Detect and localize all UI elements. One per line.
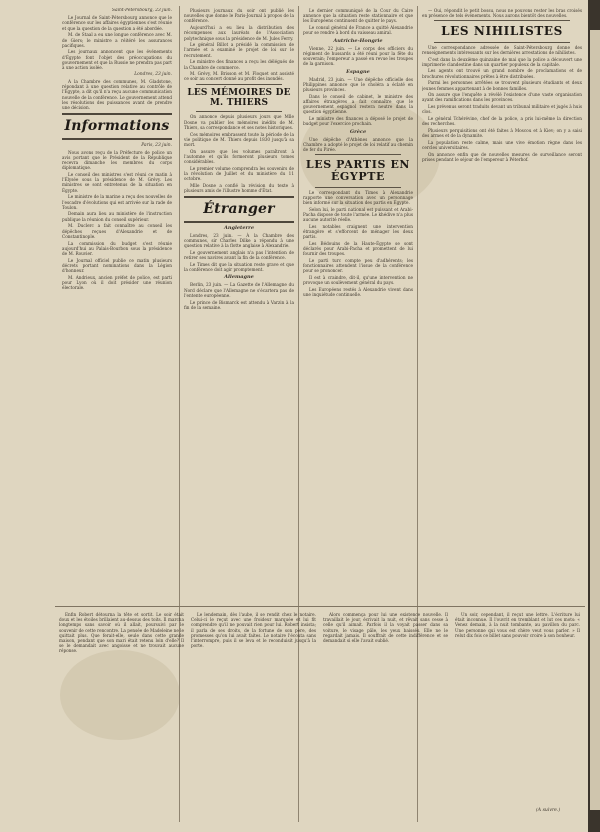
feuilleton [55,612,585,820]
paragraph: Le Times dit que la situation reste grave et que la conférence doit agir promptement. [184,261,294,273]
paragraph: C'est dans la deuxième quinzaine de mai que la police a découvert une imprimerie clandestine dans un quartier populeux de la capitale. [422,56,582,67]
feuilleton-column [323,612,448,820]
paragraph: On assure que l'enquête a révélé l'existence d'une vaste organisation ayant des ramifications dans les provinces. [422,92,582,103]
paragraph: Les Européens restés à Alexandrie vivent dans une inquiétude continuelle. [303,287,413,298]
paragraph: Le correspondant du Times à Alexandrie rapporte une conversation avec un personnage bien informé sur la situation des partis en Égypte. [303,189,413,205]
section-rule [196,111,282,112]
paragraph: M. Duclerc a fait connaître au conseil les dépêches reçues d'Alexandrie et de Constantinople. [62,223,172,239]
paragraph: Le conseil des ministres s'est réuni ce matin à l'Élysée sous la présidence de M. Grévy. Les ministres se sont entretenus de la situation en Égypte. [62,172,172,193]
paragraph: Demain aura lieu au ministère de l'instruction publique la réunion du conseil supérieur. [62,211,172,222]
paragraph: Enfin Robert détourna la tête et sortit. Le soir était doux et les étoiles brillaient au-dessus des toits. Il marcha longtemps sans savoir où il allait, poursuivi par le souvenir de cette rencontre. La pensée de Madeleine ne le quittait plus. Que ferait-elle, seule dans cette grande maison, pendant que son mari était retenu loin d'elle? Il se le demandait avec angoisse et ne trouvait aucune réponse. [59,612,184,654]
paragraph: Le ministre des finances a reçu les délégués de la Chambre de commerce. [184,59,294,70]
paragraph: Plusieurs journaux du soir ont publié les nouvelles que donne le Paris-Journal à propos de la conférence. [184,8,294,24]
paragraph: M. de Staal a eu une longue conférence avec M. de Giers; le ministre a réitéré les assurances pacifiques. [62,32,172,48]
paragraph: Plusieurs perquisitions ont été faites à Moscou et à Kiev; on y a saisi des armes et de la dynamite. [422,127,582,139]
paragraph: Le prince de Bismarck est attendu à Varzin à la fin de la semaine. [184,299,294,310]
paragraph: On annonce enfin que de nouvelles mesures de surveillance seront prises pendant le séjour de l'empereur à Péterhof. [422,151,582,162]
paragraph: Les Bédouins de la Haute-Égypte se sont déclarés pour Arabi-Pacha et promettent de lui fournir des troupes. [303,240,413,257]
section-heading-memoires-thiers: LES MÉMOIRES DE M. THIERS [187,87,291,108]
paragraph: Une correspondance adressée de Saint-Pétersbourg donne des renseignements intéressants sur les dernières arrestations de nihilistes. [422,44,582,55]
paragraph: Un soir, cependant, il reçut une lettre. L'écriture lui était inconnue. Il l'ouvrit en tremblant et lut ces mots: « Venez demain, à la nuit tombante, au pavillon du parc. Une personne qui vous est chère veut vous parler. » Il relut dix fois ce billet sans pouvoir croire à son bonheur. [455,612,580,638]
dateline: Paris, 23 juin. [141,142,172,148]
country-heading: Espagne [346,68,370,75]
section-rule [315,187,401,188]
paragraph: La population reste calme, mais une vive émotion règne dans les cercles universitaires. [422,139,582,151]
paragraph: Le lendemain, dès l'aube, il se rendit chez le notaire. Celui-ci le reçut avec une froideur marquée et lui fit comprendre qu'il ne pouvait rien pour lui. Robert insista; il parla de ses droits, de la fortune de son père, des promesses qu'on lui avait faites. Le notaire l'écouta sans l'interrompre, puis il se leva et le reconduisit jusqu'à la porte. [191,612,316,649]
paragraph: Une dépêche d'Athènes annonce que la Chambre a adopté le projet de loi relatif au chemin de fer du Pirée. [303,136,413,153]
paragraph: Le général Billot a présidé la commission de l'armée et a examiné le projet de loi sur le recrutement. [184,42,294,58]
paragraph: On annonce depuis plusieurs jours que Mlle Dosne va publier les mémoires inédits de M. Thiers, sa correspondance et ses notes historiques. [184,114,294,130]
country-heading: Angleterre [223,224,255,231]
paragraph: Vienne, 22 juin. — Le corps des officiers du régiment de hussards a été réuni pour la fête du souverain; l'empereur a passé en revue les troupes de la garnison. [303,45,413,67]
paragraph: Le consul général de France a quitté Alexandrie pour se rendre à bord du vaisseau amiral. [303,25,413,36]
country-heading: Grèce [349,128,367,135]
section-rule [184,221,294,223]
feuilleton-column [59,612,184,820]
paragraph: Les notables craignent une intervention étrangère et s'efforcent de ménager les deux partis. [303,223,413,240]
feuilleton-column [191,612,316,820]
paragraph: M. Grévy, M. Brisson et M. Floquet ont assisté ce soir au concert donné au profit des inondés. [184,71,294,82]
paragraph: — Oui, répondit le petit bossu, nous ne pouvons rester les bras croisés en présence de tels événements. Nous aurons bientôt des nouvelles. [422,8,582,19]
section-rule [434,42,570,43]
section-rule [434,20,570,21]
next-page-edge [590,30,600,810]
section-heading-nihilistes: LES NIHILISTES [441,24,563,39]
paragraph: Berlin, 23 juin. — La Gazette de l'Allemagne du Nord déclare que l'Allemagne ne s'écartera pas de l'entente européenne. [184,282,294,298]
paragraph: Les agents ont trouvé un grand nombre de proclamations et de brochures révolutionnaires prêtes à être distribuées. [422,68,582,79]
paragraph: Ces mémoires embrassent toute la période de la vie politique de M. Thiers depuis 1830 jusqu'à sa mort. [184,131,294,147]
paragraph: Le Journal de Saint-Pétersbourg annonce que le conférence sur les affaires égyptiennes s'est réunie et que la question de la question a été abordée. [62,15,172,31]
paragraph: Madrid, 23 juin. — Une dépêche officielle des Philippines annonce que le choléra a éclaté en plusieurs provinces. [303,76,413,93]
section-heading-partis-egypte: LES PARTIS EN ÉGYPTE [305,158,411,184]
section-rule [62,138,172,140]
paragraph: Dans le conseil de cabinet, le ministre des affaires étrangères a fait connaître que le gouvernement espagnol restera neutre dans la question égyptienne. [303,93,413,115]
section-heading-informations: Informations [64,118,170,135]
paragraph: Parmi les personnes arrêtées se trouvent plusieurs étudiants et deux jeunes femmes appartenant à de bonnes familles. [422,80,582,91]
feuilleton-column [455,612,580,820]
section-heading-etranger: Étranger [203,201,275,218]
paragraph: A la Chambre des communes, M. Gladstone, répondant à une question relative au contrôle de l'Égypte, a dit qu'il n'a reçu aucune communication nouvelle de la conférence. Le gouvernement attend les résolutions des puissances avant de prendre une décision. [62,78,172,110]
paragraph: La commission du budget s'est réunie aujourd'hui au Palais-Bourbon sous la présidence de M. Rouvier. [62,240,172,256]
dateline: Londres, 23 juin. [134,71,172,77]
country-heading: Allemagne [224,274,254,281]
paragraph: Le parti turc compte peu d'adhérents; les fonctionnaires attendent l'issue de la conférence pour se prononcer. [303,258,413,274]
a-suivre-label: (A suivre.) [536,808,561,813]
paragraph: Nous avons reçu de la Préfecture de police un avis portant que le Président de la République recevra dimanche les membres du corps diplomatique. [62,149,172,171]
section-rule [315,154,401,155]
section-rule [196,84,282,85]
paragraph: Le Journal officiel publie ce matin plusieurs décrets portant nominations dans la Légion d'honneur. [62,257,172,274]
paragraph: Aujourd'hui a eu lieu la distribution des récompenses aux lauréats de l'Association polytechnique sous la présidence de M. Jules Ferry. [184,25,294,41]
paragraph: Les journaux annoncent que les événements d'Égypte font l'objet des préoccupations du gouvernement et que la Russie ne prendra pas part à une action isolée. [62,49,172,71]
paragraph: Il est à craindre, dit-il, qu'une intervention ne provoque un soulèvement général du pays. [303,275,413,286]
paragraph: Le général Tchérévine, chef de la police, a pris lui-même la direction des recherches. [422,116,582,127]
paragraph: Le premier volume comprendra les souvenirs de la révolution de Juillet et du ministère du 11 octobre. [184,165,294,182]
section-rule [62,113,172,115]
dateline: Saint-Pétersbourg, 23 juin. [112,8,172,13]
paragraph: M. Andrieux, ancien préfet de police, est parti pour Lyon où il doit présider une réunion électorale. [62,274,172,291]
paragraph: Le gouvernement anglais n'a pas l'intention de retirer ses navires avant la fin de la conférence. [184,249,294,261]
country-heading: Autriche-Hongrie [333,37,383,44]
paragraph: Le ministre des finances a déposé le projet de budget pour l'exercice prochain. [303,116,413,127]
paragraph: Le ministre de la marine a reçu des nouvelles de l'escadre d'évolutions qui est arrivée sur la rade de Toulon. [62,194,172,210]
paragraph: Les prévenus seront traduits devant un tribunal militaire et jugés à huis clos. [422,104,582,115]
section-rule [184,196,294,198]
paragraph: Le dernier communiqué de la Cour du Caire annonce que la situation reste stationnaire et que les Européens continuent de quitter le pays. [303,8,413,24]
paragraph: Londres, 23 juin. — À la Chambre des communes, sir Charles Dilke a répondu à une question relative à la flotte anglaise à Alexandrie. [184,232,294,249]
paragraph: On assure que les volumes paraîtront à l'automne et qu'ils formeront plusieurs tomes considérables. [184,148,294,165]
paragraph: Alors commença pour lui une existence nouvelle. Il travaillait le jour, écrivait la nuit, et rêvait sans cesse à celle qu'il aimait. Parfois il la voyait passer dans sa voiture, le visage pâle, les yeux baissés. Elle ne le regardait jamais. Il souffrait de cette indifférence et se demandait si elle l'avait oublié. [323,612,448,644]
paragraph: Mlle Dosne a confié la révision du texte à plusieurs amis de l'illustre homme d'État. [184,182,294,194]
paragraph: Selon lui, le parti national est puissant et Arabi-Pacha dispose de toute l'armée. Le khédive n'a plus aucune autorité réelle. [303,206,413,223]
